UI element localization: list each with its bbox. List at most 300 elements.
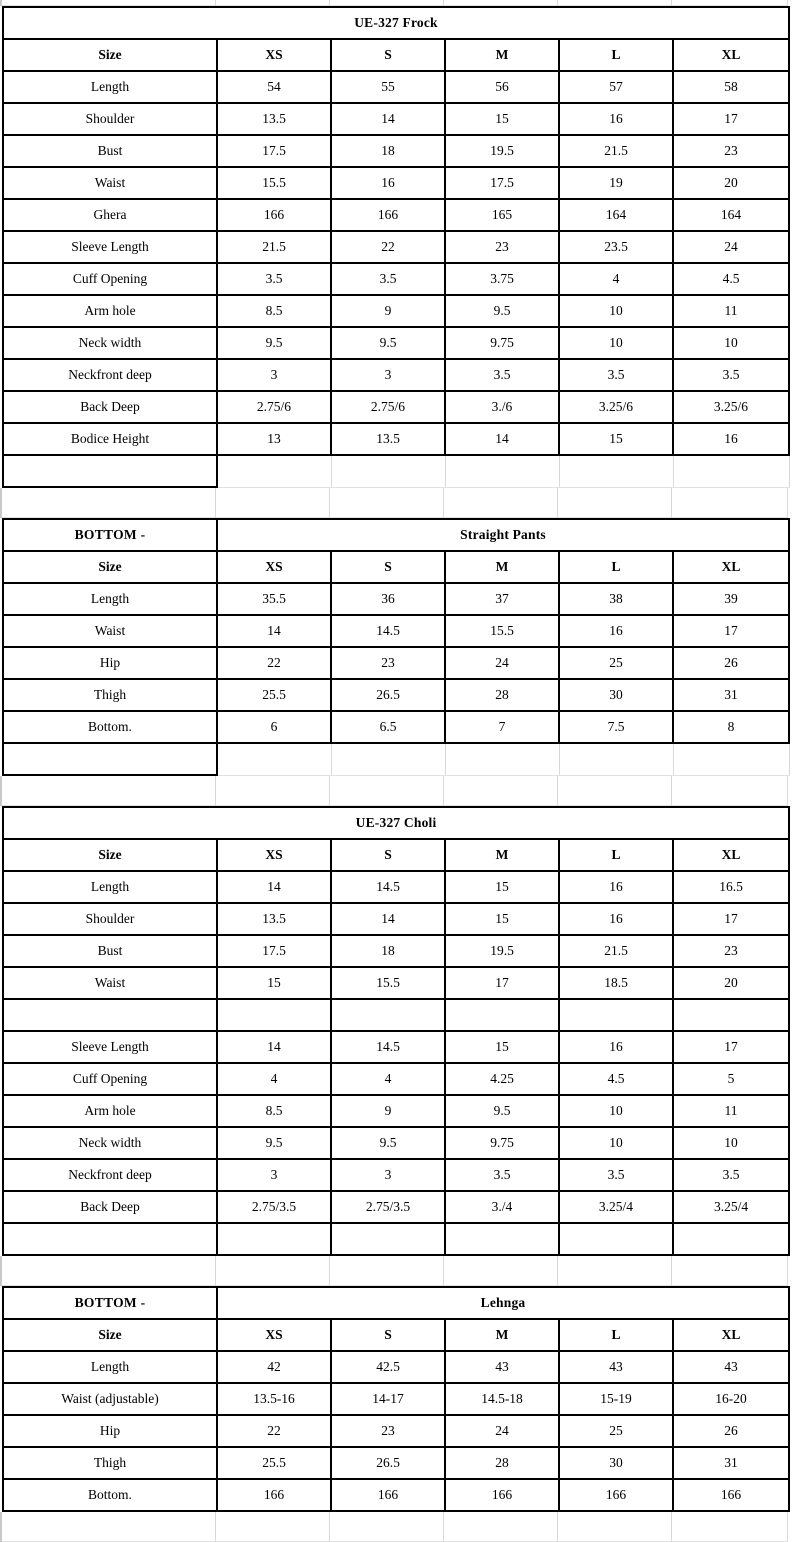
measurement-value: 9.5 <box>217 1127 331 1159</box>
measurement-value: 19.5 <box>445 135 559 167</box>
measurement-value: 14-17 <box>331 1383 445 1415</box>
measurement-value: 3.5 <box>559 1159 673 1191</box>
measurement-value: 13.5 <box>331 423 445 455</box>
blank-cell <box>559 1223 673 1255</box>
measurement-value: 8 <box>673 711 789 743</box>
column-header-s: S <box>331 39 445 71</box>
sheet-gridline-row <box>0 1512 794 1542</box>
measurement-value: 13 <box>217 423 331 455</box>
table-title-row <box>3 7 789 39</box>
measurement-value: 13.5 <box>217 103 331 135</box>
table-row <box>3 359 789 391</box>
blank-cell <box>673 999 789 1031</box>
measurement-value: 15 <box>445 871 559 903</box>
table-blank-row <box>3 1223 789 1255</box>
measurement-value: 3./6 <box>445 391 559 423</box>
blank-cell <box>331 1223 445 1255</box>
measurement-label: Back Deep <box>3 1191 217 1223</box>
sheet-grid-cell <box>330 776 444 806</box>
table-row <box>3 1031 789 1063</box>
table-tail-blank-row <box>3 743 789 775</box>
measurement-value: 15 <box>445 903 559 935</box>
measurement-value: 15-19 <box>559 1383 673 1415</box>
table-header-row <box>3 551 789 583</box>
measurement-value: 11 <box>673 1095 789 1127</box>
table-row <box>3 1159 789 1191</box>
measurement-value: 25.5 <box>217 1447 331 1479</box>
sheet-gridline-row <box>0 776 794 806</box>
table-row <box>3 1383 789 1415</box>
table-row <box>3 679 789 711</box>
column-header-l: L <box>559 1319 673 1351</box>
sheet-grid-cell <box>558 0 672 6</box>
blank-cell <box>331 999 445 1031</box>
column-header-m: M <box>445 839 559 871</box>
measurement-value: 23 <box>331 1415 445 1447</box>
table-row <box>3 583 789 615</box>
sheet-grid-cell <box>2 488 216 518</box>
measurement-value: 3.5 <box>331 263 445 295</box>
sheet-grid-cell <box>2 1512 216 1542</box>
measurement-label: Neckfront deep <box>3 359 217 391</box>
measurement-value: 21.5 <box>217 231 331 263</box>
measurement-value: 166 <box>673 1479 789 1511</box>
measurement-value: 16.5 <box>673 871 789 903</box>
measurement-value: 28 <box>445 1447 559 1479</box>
column-header-size: Size <box>3 839 217 871</box>
measurement-label: Cuff Opening <box>3 1063 217 1095</box>
measurement-value: 10 <box>673 1127 789 1159</box>
measurement-value: 24 <box>673 231 789 263</box>
measurement-label: Arm hole <box>3 1095 217 1127</box>
table-row <box>3 231 789 263</box>
measurement-value: 13.5 <box>217 903 331 935</box>
measurement-value: 166 <box>331 1479 445 1511</box>
blank-cell <box>217 1223 331 1255</box>
measurement-label: Sleeve Length <box>3 1031 217 1063</box>
measurement-value: 3.5 <box>445 359 559 391</box>
measurement-value: 24 <box>445 1415 559 1447</box>
blank-cell <box>3 455 217 487</box>
measurement-value: 5 <box>673 1063 789 1095</box>
column-header-xs: XS <box>217 839 331 871</box>
measurement-label: Waist <box>3 967 217 999</box>
blank-cell <box>445 455 559 487</box>
measurement-value: 16 <box>559 871 673 903</box>
measurement-value: 16 <box>559 903 673 935</box>
measurement-value: 30 <box>559 1447 673 1479</box>
measurement-value: 164 <box>559 199 673 231</box>
measurement-value: 14 <box>445 423 559 455</box>
sheet-grid-cell <box>216 776 330 806</box>
table-left-header: BOTTOM - <box>3 519 217 551</box>
measurement-value: 20 <box>673 167 789 199</box>
table-row <box>3 135 789 167</box>
measurement-value: 19.5 <box>445 935 559 967</box>
blank-cell <box>673 1223 789 1255</box>
measurement-label: Neck width <box>3 327 217 359</box>
measurement-value: 9.75 <box>445 1127 559 1159</box>
measurement-value: 3.5 <box>673 1159 789 1191</box>
sheet-gridline-row <box>0 0 794 6</box>
column-header-xl: XL <box>673 839 789 871</box>
measurement-value: 2.75/6 <box>217 391 331 423</box>
sheet-grid-cell <box>672 0 788 6</box>
measurement-value: 30 <box>559 679 673 711</box>
sheet-grid-cell <box>330 1512 444 1542</box>
sheet-grid-cell <box>444 0 558 6</box>
measurement-value: 7.5 <box>559 711 673 743</box>
blank-cell <box>331 743 445 775</box>
measurement-value: 14 <box>331 903 445 935</box>
sheet-grid-cell <box>672 1512 788 1542</box>
measurement-value: 26.5 <box>331 1447 445 1479</box>
measurement-value: 17.5 <box>217 935 331 967</box>
measurement-value: 166 <box>217 1479 331 1511</box>
size-table-frock <box>2 6 790 488</box>
measurement-value: 22 <box>331 231 445 263</box>
measurement-value: 8.5 <box>217 295 331 327</box>
column-header-xl: XL <box>673 551 789 583</box>
measurement-value: 20 <box>673 967 789 999</box>
measurement-value: 31 <box>673 679 789 711</box>
measurement-value: 15.5 <box>217 167 331 199</box>
measurement-value: 25.5 <box>217 679 331 711</box>
table-row <box>3 295 789 327</box>
table-row <box>3 263 789 295</box>
measurement-value: 3.75 <box>445 263 559 295</box>
table-row <box>3 935 789 967</box>
measurement-value: 18 <box>331 935 445 967</box>
measurement-value: 2.75/6 <box>331 391 445 423</box>
blank-cell <box>217 743 331 775</box>
measurement-value: 26 <box>673 1415 789 1447</box>
table-row <box>3 871 789 903</box>
measurement-value: 26 <box>673 647 789 679</box>
measurement-value: 23 <box>673 935 789 967</box>
sheet-grid-cell <box>330 1256 444 1286</box>
measurement-label: Shoulder <box>3 103 217 135</box>
measurement-value: 17 <box>673 1031 789 1063</box>
table-title: UE-327 Frock <box>3 7 789 39</box>
table-row <box>3 391 789 423</box>
table-row <box>3 71 789 103</box>
table-tail-blank-row <box>3 455 789 487</box>
measurement-label: Bottom. <box>3 1479 217 1511</box>
measurement-value: 4.25 <box>445 1063 559 1095</box>
measurement-value: 38 <box>559 583 673 615</box>
table-title-row <box>3 1287 789 1319</box>
sheet-grid-cell <box>444 1256 558 1286</box>
measurement-value: 36 <box>331 583 445 615</box>
measurement-value: 3.25/6 <box>559 391 673 423</box>
measurement-label: Bust <box>3 135 217 167</box>
measurement-value: 23 <box>445 231 559 263</box>
measurement-value: 3 <box>331 359 445 391</box>
measurement-label: Thigh <box>3 1447 217 1479</box>
table-title-row <box>3 807 789 839</box>
column-header-xl: XL <box>673 39 789 71</box>
sheet-gridline-row <box>0 488 794 518</box>
table-row <box>3 1191 789 1223</box>
measurement-value: 15 <box>445 1031 559 1063</box>
measurement-value: 166 <box>559 1479 673 1511</box>
measurement-value: 3.25/4 <box>559 1191 673 1223</box>
column-header-xs: XS <box>217 551 331 583</box>
blank-cell <box>3 999 217 1031</box>
measurement-value: 9.5 <box>331 327 445 359</box>
table-row <box>3 1063 789 1095</box>
sheet-grid-cell <box>672 1256 788 1286</box>
table-title: UE-327 Choli <box>3 807 789 839</box>
measurement-value: 14 <box>217 871 331 903</box>
measurement-value: 3.25/6 <box>673 391 789 423</box>
measurement-value: 28 <box>445 679 559 711</box>
measurement-value: 9 <box>331 1095 445 1127</box>
measurement-value: 58 <box>673 71 789 103</box>
sheet-grid-cell <box>216 0 330 6</box>
table-row <box>3 1479 789 1511</box>
measurement-value: 2.75/3.5 <box>217 1191 331 1223</box>
blank-cell <box>559 743 673 775</box>
blank-cell <box>445 999 559 1031</box>
measurement-value: 37 <box>445 583 559 615</box>
measurement-value: 9.5 <box>331 1127 445 1159</box>
measurement-value: 43 <box>559 1351 673 1383</box>
measurement-value: 16 <box>673 423 789 455</box>
measurement-value: 15 <box>217 967 331 999</box>
measurement-value: 9.75 <box>445 327 559 359</box>
measurement-value: 3 <box>217 359 331 391</box>
measurement-value: 18.5 <box>559 967 673 999</box>
table-row <box>3 167 789 199</box>
table-row <box>3 1095 789 1127</box>
measurement-label: Waist <box>3 167 217 199</box>
measurement-value: 9.5 <box>445 1095 559 1127</box>
table-row <box>3 615 789 647</box>
measurement-label: Back Deep <box>3 391 217 423</box>
sheet-grid-cell <box>558 1256 672 1286</box>
measurement-value: 3 <box>331 1159 445 1191</box>
measurement-value: 15.5 <box>445 615 559 647</box>
column-header-xs: XS <box>217 1319 331 1351</box>
measurement-value: 4.5 <box>673 263 789 295</box>
measurement-value: 2.75/3.5 <box>331 1191 445 1223</box>
sheet-grid-cell <box>2 0 216 6</box>
table-row <box>3 199 789 231</box>
measurement-value: 10 <box>559 327 673 359</box>
measurement-value: 16-20 <box>673 1383 789 1415</box>
sheet-grid-cell <box>672 776 788 806</box>
measurement-value: 22 <box>217 647 331 679</box>
table-title: Lehnga <box>217 1287 789 1319</box>
size-table-choli <box>2 806 790 1256</box>
measurement-value: 54 <box>217 71 331 103</box>
measurement-value: 8.5 <box>217 1095 331 1127</box>
measurement-label: Shoulder <box>3 903 217 935</box>
measurement-value: 16 <box>559 615 673 647</box>
sheet-grid-cell <box>444 488 558 518</box>
measurement-value: 3./4 <box>445 1191 559 1223</box>
measurement-label: Bust <box>3 935 217 967</box>
measurement-value: 166 <box>331 199 445 231</box>
column-header-s: S <box>331 839 445 871</box>
table-row <box>3 1415 789 1447</box>
measurement-value: 17 <box>445 967 559 999</box>
measurement-label: Cuff Opening <box>3 263 217 295</box>
measurement-value: 43 <box>445 1351 559 1383</box>
measurement-value: 15.5 <box>331 967 445 999</box>
measurement-label: Length <box>3 583 217 615</box>
measurement-value: 21.5 <box>559 935 673 967</box>
table-row <box>3 967 789 999</box>
measurement-value: 55 <box>331 71 445 103</box>
blank-cell <box>3 1223 217 1255</box>
table-row <box>3 103 789 135</box>
measurement-value: 10 <box>559 295 673 327</box>
measurement-value: 22 <box>217 1415 331 1447</box>
sheet-grid-cell <box>558 488 672 518</box>
column-header-xs: XS <box>217 39 331 71</box>
column-header-m: M <box>445 39 559 71</box>
column-header-size: Size <box>3 39 217 71</box>
measurement-value: 15 <box>559 423 673 455</box>
measurement-value: 15 <box>445 103 559 135</box>
measurement-label: Bodice Height <box>3 423 217 455</box>
measurement-label: Hip <box>3 1415 217 1447</box>
measurement-label: Length <box>3 1351 217 1383</box>
sheet-grid-cell <box>2 776 216 806</box>
measurement-value: 164 <box>673 199 789 231</box>
blank-cell <box>673 743 789 775</box>
measurement-value: 4 <box>331 1063 445 1095</box>
measurement-value: 3.25/4 <box>673 1191 789 1223</box>
measurement-value: 39 <box>673 583 789 615</box>
table-row <box>3 1127 789 1159</box>
sheet-grid-cell <box>444 1512 558 1542</box>
measurement-value: 14.5-18 <box>445 1383 559 1415</box>
column-header-l: L <box>559 551 673 583</box>
blank-cell <box>217 455 331 487</box>
table-row <box>3 327 789 359</box>
measurement-value: 166 <box>217 199 331 231</box>
measurement-value: 17 <box>673 103 789 135</box>
measurement-value: 31 <box>673 1447 789 1479</box>
table-row <box>3 711 789 743</box>
measurement-label: Neckfront deep <box>3 1159 217 1191</box>
sheet-grid-cell <box>444 776 558 806</box>
sheet-grid-cell <box>216 1256 330 1286</box>
measurement-value: 10 <box>673 327 789 359</box>
column-header-size: Size <box>3 551 217 583</box>
column-header-s: S <box>331 1319 445 1351</box>
measurement-value: 14.5 <box>331 1031 445 1063</box>
measurement-value: 16 <box>559 1031 673 1063</box>
sheet-gridline-row <box>0 1256 794 1286</box>
measurement-value: 23.5 <box>559 231 673 263</box>
measurement-value: 14 <box>331 103 445 135</box>
table-left-header: BOTTOM - <box>3 1287 217 1319</box>
sheet-grid-cell <box>216 1512 330 1542</box>
measurement-value: 16 <box>331 167 445 199</box>
column-header-s: S <box>331 551 445 583</box>
measurement-value: 26.5 <box>331 679 445 711</box>
measurement-value: 42.5 <box>331 1351 445 1383</box>
measurement-value: 10 <box>559 1127 673 1159</box>
measurement-value: 23 <box>331 647 445 679</box>
measurement-label: Hip <box>3 647 217 679</box>
table-row <box>3 903 789 935</box>
sheet-grid-cell <box>558 1512 672 1542</box>
measurement-label: Waist (adjustable) <box>3 1383 217 1415</box>
measurement-value: 35.5 <box>217 583 331 615</box>
measurement-value: 3.5 <box>217 263 331 295</box>
column-header-l: L <box>559 839 673 871</box>
sheet-grid-cell <box>216 488 330 518</box>
blank-cell <box>673 455 789 487</box>
sheet-grid-cell <box>672 488 788 518</box>
measurement-value: 10 <box>559 1095 673 1127</box>
table-header-row <box>3 839 789 871</box>
measurement-value: 166 <box>445 1479 559 1511</box>
table-row <box>3 1351 789 1383</box>
measurement-label: Bottom. <box>3 711 217 743</box>
sheet-grid-cell <box>2 1256 216 1286</box>
measurement-value: 11 <box>673 295 789 327</box>
measurement-value: 18 <box>331 135 445 167</box>
column-header-l: L <box>559 39 673 71</box>
measurement-value: 14.5 <box>331 871 445 903</box>
column-header-size: Size <box>3 1319 217 1351</box>
measurement-value: 14.5 <box>331 615 445 647</box>
measurement-label: Thigh <box>3 679 217 711</box>
measurement-label: Length <box>3 871 217 903</box>
measurement-value: 21.5 <box>559 135 673 167</box>
measurement-label: Length <box>3 71 217 103</box>
sheet-grid-cell <box>330 488 444 518</box>
measurement-value: 25 <box>559 647 673 679</box>
blank-cell <box>559 455 673 487</box>
measurement-value: 3.5 <box>673 359 789 391</box>
blank-cell <box>559 999 673 1031</box>
measurement-value: 4 <box>559 263 673 295</box>
measurement-label: Sleeve Length <box>3 231 217 263</box>
measurement-value: 56 <box>445 71 559 103</box>
measurement-value: 43 <box>673 1351 789 1383</box>
blank-cell <box>217 999 331 1031</box>
size-table-straight-pants <box>2 518 790 776</box>
column-header-m: M <box>445 551 559 583</box>
table-row <box>3 423 789 455</box>
measurement-value: 57 <box>559 71 673 103</box>
measurement-value: 42 <box>217 1351 331 1383</box>
measurement-label: Neck width <box>3 1127 217 1159</box>
measurement-value: 14 <box>217 615 331 647</box>
blank-cell <box>445 1223 559 1255</box>
size-table-lehnga <box>2 1286 790 1512</box>
table-blank-row <box>3 999 789 1031</box>
table-row <box>3 647 789 679</box>
measurement-value: 6 <box>217 711 331 743</box>
measurement-value: 13.5-16 <box>217 1383 331 1415</box>
measurement-value: 24 <box>445 647 559 679</box>
table-row <box>3 1447 789 1479</box>
table-header-row <box>3 1319 789 1351</box>
sheet-grid-cell <box>558 776 672 806</box>
measurement-value: 9.5 <box>217 327 331 359</box>
measurement-value: 17.5 <box>217 135 331 167</box>
blank-cell <box>445 743 559 775</box>
